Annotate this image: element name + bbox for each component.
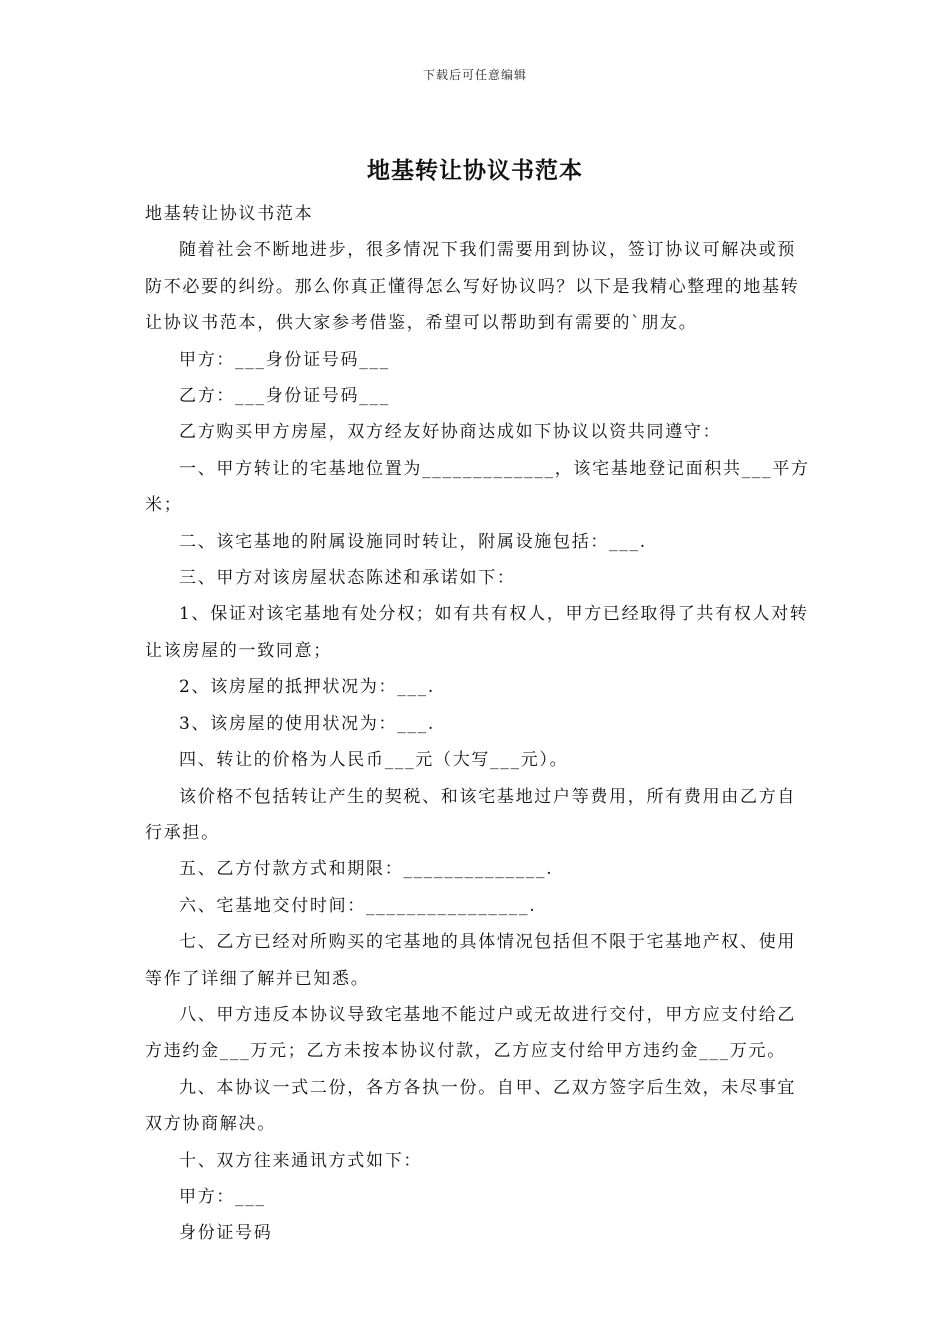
clause-10: 十、双方往来通讯方式如下： [179,1150,423,1171]
header-note: 下载后可任意编辑 [422,68,527,82]
clause-6: 六、宅基地交付时间：________________. [179,895,537,916]
document-body [145,196,810,1252]
clause-4: 四、转让的价格为人民币___元（大写___元）。 [179,750,569,771]
clause-9: 九、本协议一式二份，各方各执一份。自甲、乙双方签字后生效，未尽事宜双方协商解决。 [145,1077,797,1135]
agreement-preamble: 乙方购买甲方房屋，双方经友好协商达成如下协议以资共同遵守： [179,422,722,443]
intro-paragraph: 随着社会不断地进步，很多情况下我们需要用到协议，签订协议可解决或预防不必要的纠纷。那么你真正懂得怎么写好协议吗？以下是我精心整理的地基转让协议书范本，供大家参考借鉴，希望可以帮助到有需要的`朋友。 [145,240,800,334]
party-b-line: 乙方：___身份证号码___ [179,386,390,407]
clause-7: 七、乙方已经对所购买的宅基地的具体情况包括但不限于宅基地产权、使用等作了详细了解并已知悉。 [145,932,797,989]
clause-3-item-2: 2、该房屋的抵押状况为：___. [179,677,435,698]
contact-id-number: 身份证号码 [179,1223,273,1244]
party-a-line: 甲方：___身份证号码___ [179,349,390,370]
clause-8: 八、甲方违反本协议导致宅基地不能过户或无故进行交付，甲方应支付给乙方违约金___万元；乙方未按本协议付款，乙方应支付给甲方违约金___万元。 [145,1004,797,1062]
clause-2: 二、该宅基地的附属设施同时转让，附属设施包括：___. [179,531,647,552]
clause-3: 三、甲方对该房屋状态陈述和承诺如下： [179,568,516,589]
contact-party-a: 甲方：___ [179,1186,266,1207]
clause-4-note: 该价格不包括转让产生的契税、和该宅基地过户等费用，所有费用由乙方自行承担。 [145,786,797,843]
clause-3-item-1: 1、保证对该宅基地有处分权；如有共有权人，甲方已经取得了共有权人对转让该房屋的一致同意； [145,604,809,661]
clause-5: 五、乙方付款方式和期限：______________. [179,859,554,880]
document-title: 地基转让协议书范本 [367,157,583,184]
clause-1: 一、甲方转让的宅基地位置为_____________，该宅基地登记面积共___平方米； [145,458,810,516]
subtitle-line: 地基转让协议书范本 [145,204,314,224]
clause-3-item-3: 3、该房屋的使用状况为：___. [179,713,435,734]
